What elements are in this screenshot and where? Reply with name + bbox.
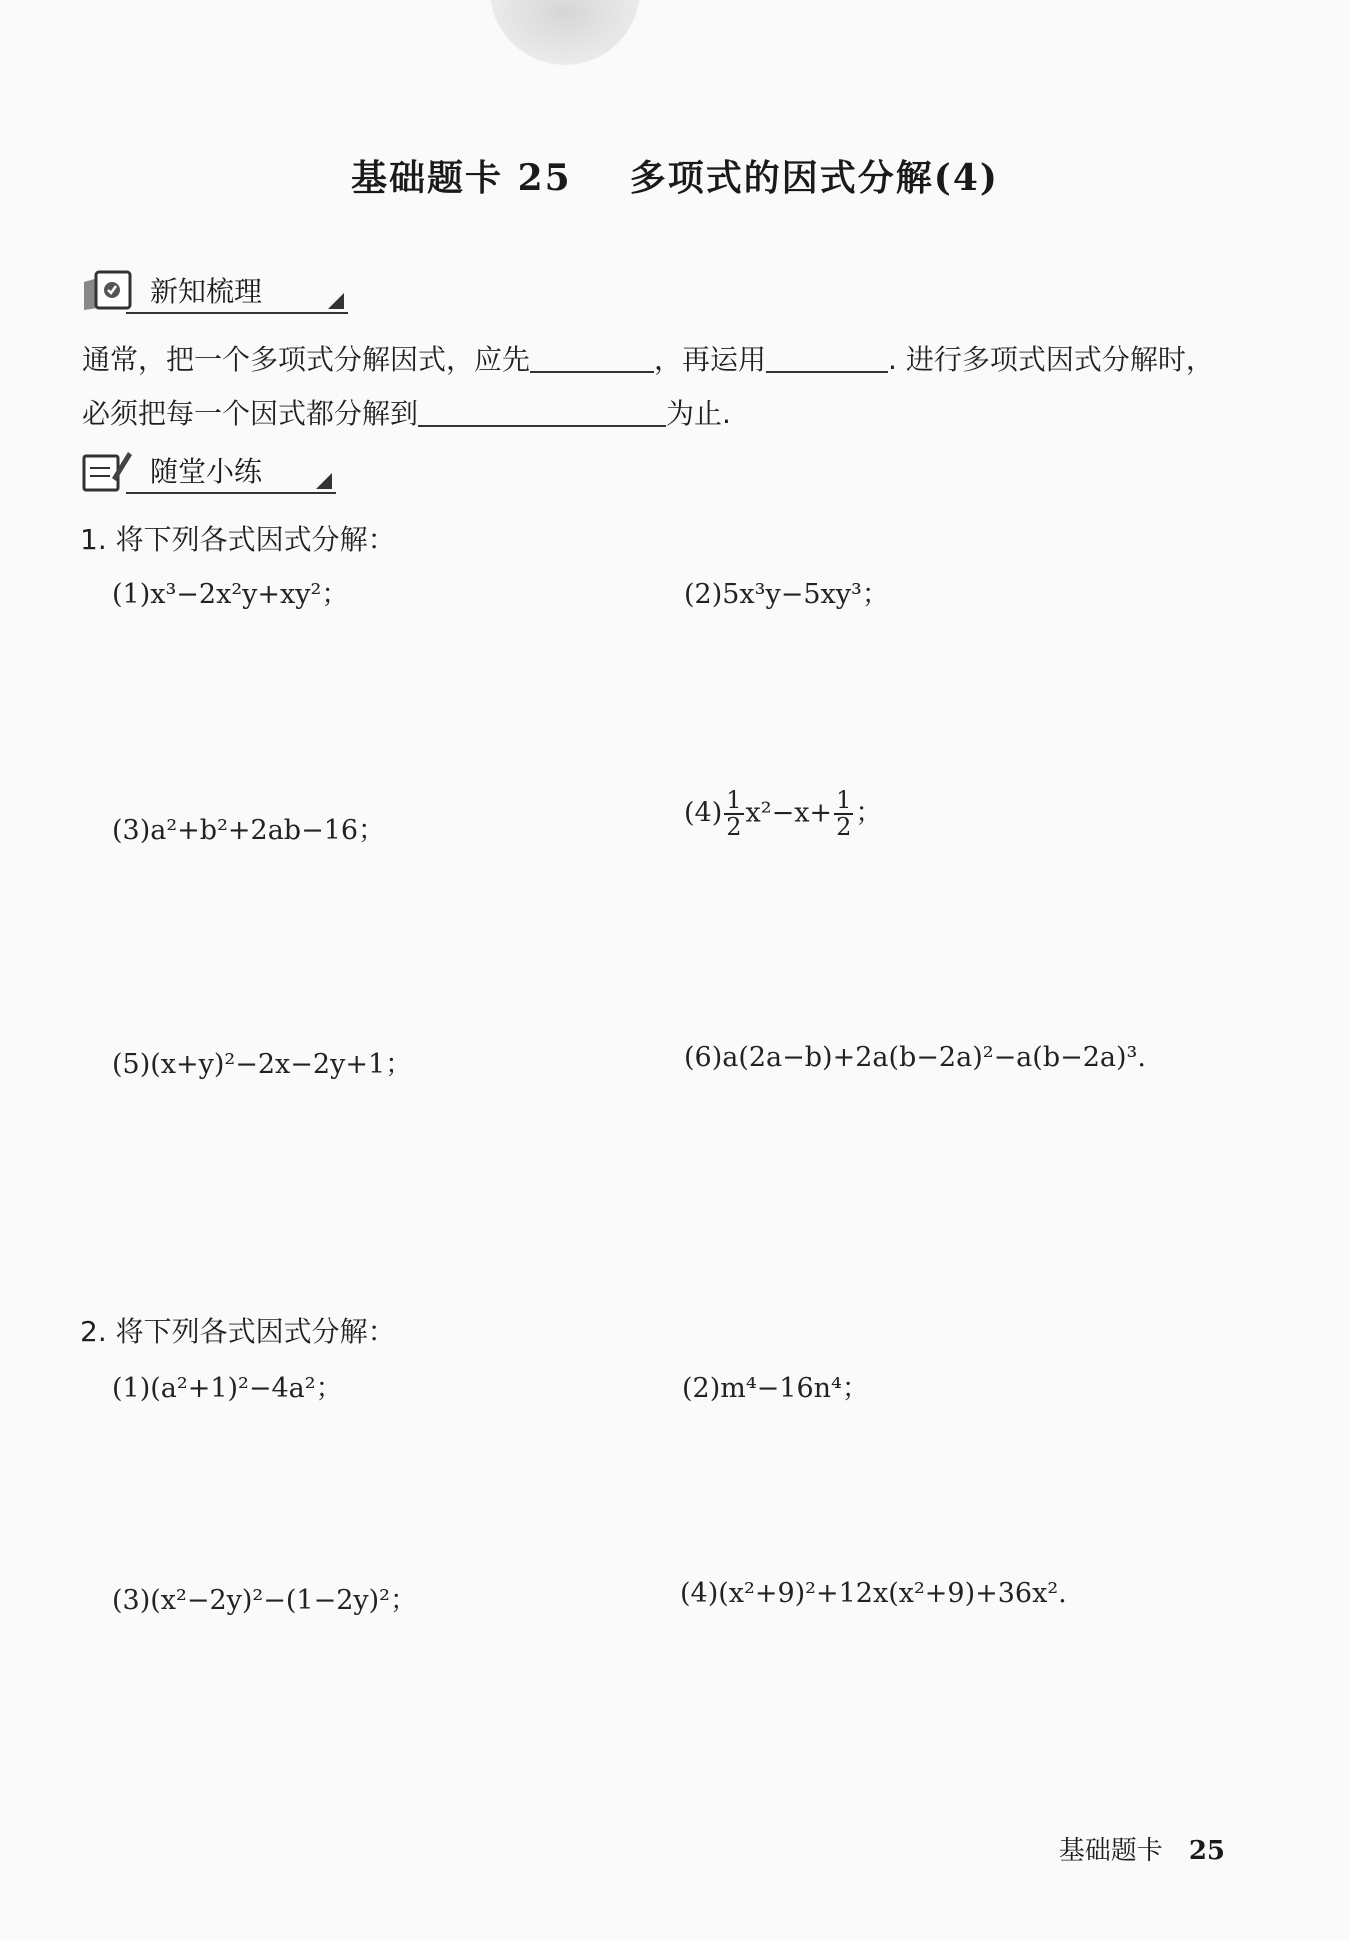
q1-problem-1: (1)x³−2x²y+xy²；	[112, 579, 349, 610]
knowledge-text: ，再运用	[654, 343, 767, 376]
knowledge-text: 通常，把一个多项式分解因式，应先	[82, 343, 531, 376]
q1-problem-3: (3)a²+b²+2ab−16；	[112, 815, 386, 846]
notepad-pencil-icon	[82, 448, 134, 492]
q2-problem-3: (3)(x²−2y)²−(1−2y)²；	[112, 1585, 417, 1616]
knowledge-text: 为止.	[666, 397, 731, 430]
section-triangle-marker	[328, 293, 344, 309]
q1-problem-4	[684, 788, 882, 840]
fraction-one-half	[834, 788, 853, 840]
page-footer	[1059, 1830, 1225, 1867]
knowledge-line-2	[82, 392, 731, 432]
fraction-one-half	[724, 788, 743, 840]
knowledge-text: 必须把每一个因式都分解到	[82, 397, 419, 430]
section-label-practice: 随堂小练	[150, 455, 263, 488]
page-title: 基础题卡 25 多项式的因式分解(4)	[351, 157, 999, 199]
fraction-numerator: 1	[726, 786, 742, 814]
question-2-stem: 2. 将下列各式因式分解：	[80, 1315, 396, 1348]
fraction-denominator: 2	[836, 813, 852, 842]
q1-problem-5: (5)(x+y)²−2x−2y+1；	[112, 1049, 413, 1080]
fill-blank-1[interactable]	[530, 343, 654, 373]
q2-problem-1: (1)(a²+1)²−4a²；	[112, 1373, 343, 1404]
fraction-denominator: 2	[726, 813, 742, 842]
section-header-knowledge	[82, 268, 348, 314]
fraction-numerator: 1	[836, 786, 852, 814]
section-label-knowledge: 新知梳理	[150, 275, 263, 308]
knowledge-text: . 进行多项式因式分解时，	[888, 343, 1214, 376]
notebook-check-icon	[82, 268, 134, 312]
fill-blank-3[interactable]	[418, 397, 666, 427]
question-1-stem: 1. 将下列各式因式分解：	[80, 523, 396, 556]
q1-problem-2: (2)5x³y−5xy³；	[684, 579, 889, 610]
section-underline	[126, 312, 348, 314]
section-underline	[126, 492, 336, 494]
section-triangle-marker	[316, 473, 332, 489]
q2-problem-2: (2)m⁴−16n⁴；	[682, 1373, 869, 1404]
page-tab-decoration	[490, 0, 640, 65]
page-number: 25	[1188, 1836, 1225, 1866]
footer-label: 基础题卡	[1058, 1836, 1163, 1866]
q1-p4-mid: x²−x+	[745, 797, 833, 829]
section-header-practice	[82, 448, 336, 494]
q2-problem-4: (4)(x²+9)²+12x(x²+9)+36x².	[680, 1578, 1067, 1609]
q1-problem-6: (6)a(2a−b)+2a(b−2a)²−a(b−2a)³.	[684, 1042, 1146, 1073]
knowledge-line-1	[82, 338, 1214, 378]
q1-p4-suffix: ；	[855, 797, 883, 829]
fill-blank-2[interactable]	[766, 343, 888, 373]
q1-p4-prefix: (4)	[684, 797, 723, 829]
